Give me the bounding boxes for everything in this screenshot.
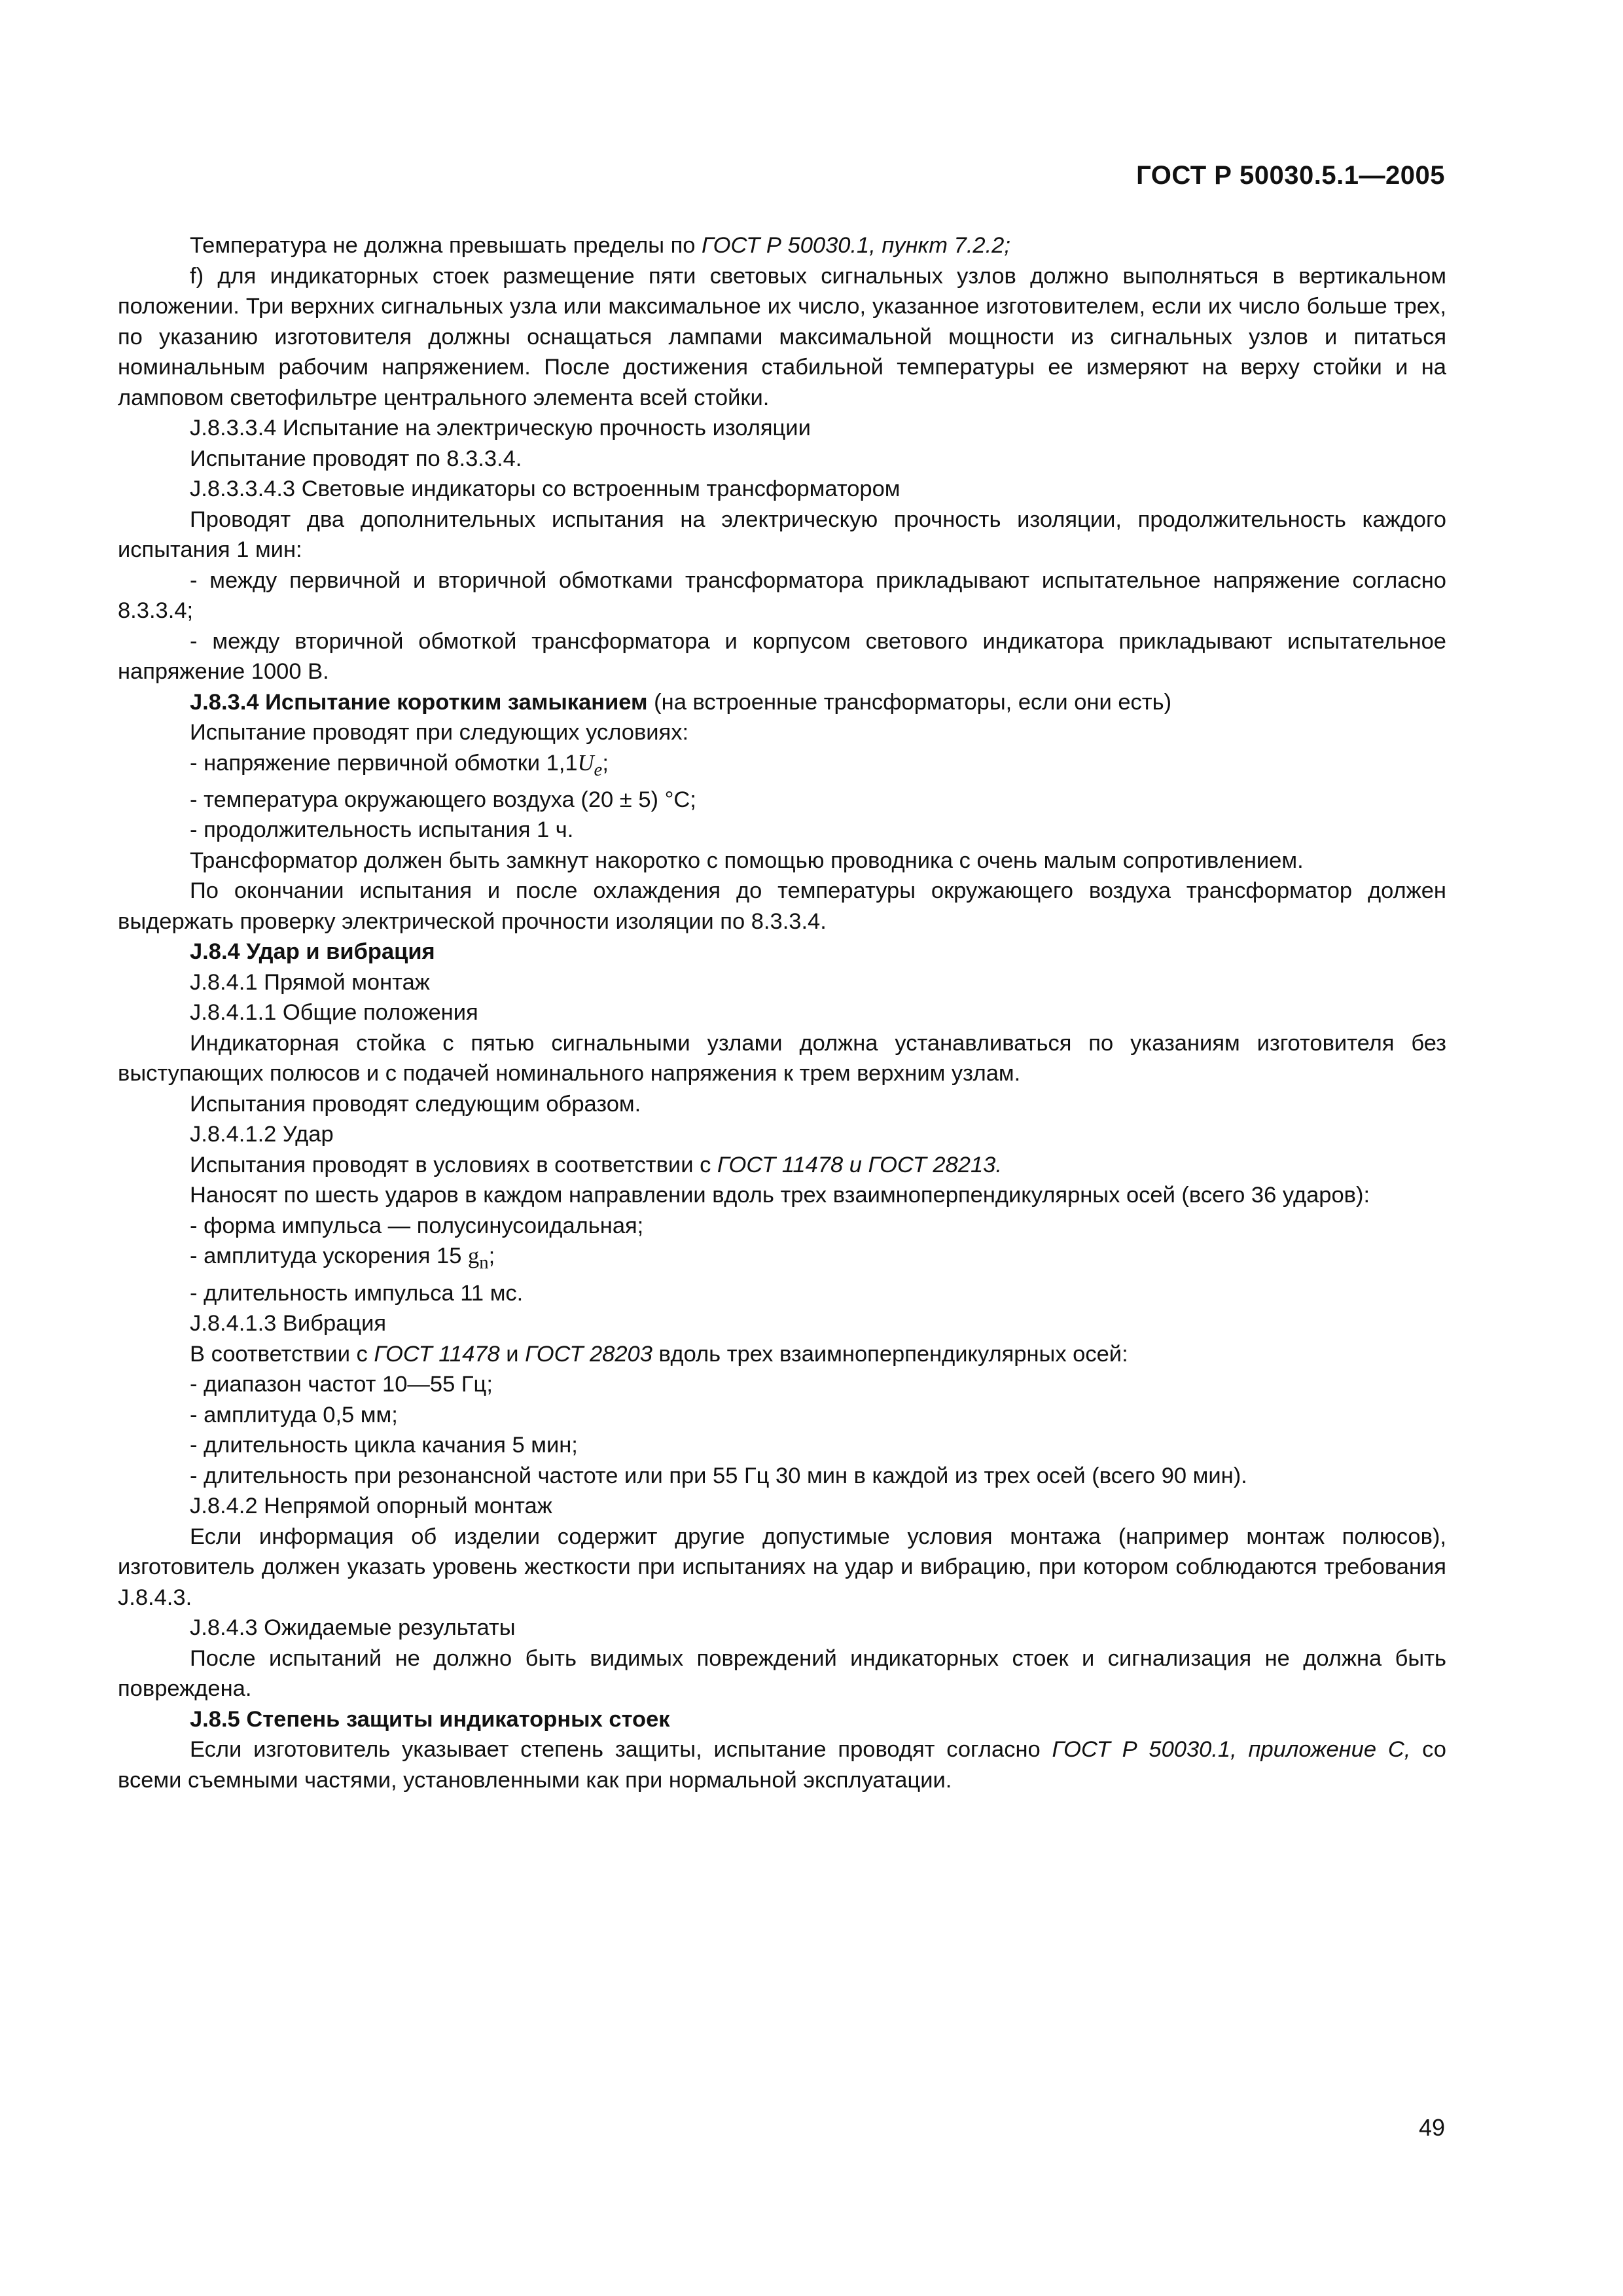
list-item: - температура окружающего воздуха (20 ± 5) °С;	[190, 787, 696, 812]
text: (на встроенные трансформаторы, если они есть)	[647, 689, 1172, 715]
subscript: e	[594, 759, 603, 780]
subscript: n	[479, 1252, 489, 1274]
paragraph	[118, 230, 1446, 261]
paragraph: После испытаний не должно быть видимых повреждений индикаторных стоек и сигнализация не должна быть повреждена.	[118, 1645, 1446, 1702]
list-item: - длительность при резонансной частоте или при 55 Гц 30 мин в каждой из трех осей (всего 90 мин).	[190, 1463, 1247, 1488]
section-heading: J.8.5 Степень защиты индикаторных стоек	[190, 1706, 670, 1732]
text: и	[499, 1341, 526, 1367]
section-heading: J.8.3.3.4.3 Световые индикаторы со встроенным трансформатором	[190, 476, 901, 501]
list-item	[118, 748, 1446, 785]
text: ;	[488, 1244, 495, 1269]
standard-reference: ГОСТ 11478 и ГОСТ 28213.	[717, 1152, 1002, 1177]
list-item: - амплитуда 0,5 мм;	[190, 1402, 398, 1427]
text: Температура не должна превышать пределы по	[190, 233, 702, 258]
text: со всеми съемными частями, установленными как при нормальной эксплуатации.	[118, 1737, 1446, 1793]
list-item: - длительность цикла качания 5 мин;	[190, 1433, 578, 1458]
text: - напряжение первичной обмотки 1,1	[190, 750, 578, 776]
paragraph	[118, 1734, 1446, 1795]
paragraph: По окончании испытания и после охлаждения до температуры окружающего воздуха трансформатор должен выдержать проверку электрической прочности изоляции по 8.3.3.4.	[118, 878, 1446, 934]
standard-reference: ГОСТ Р 50030.1, приложение С,	[1052, 1737, 1411, 1763]
section-heading	[118, 687, 1446, 718]
section-heading: J.8.4.1 Прямой монтаж	[190, 969, 430, 995]
list-item: - диапазон частот 10—55 Гц;	[190, 1372, 493, 1397]
text: Если изготовитель указывает степень защиты, испытание проводят согласно	[190, 1737, 1052, 1763]
list-item: - форма импульса — полусинусоидальная;	[190, 1213, 644, 1238]
section-heading: J.8.3.3.4 Испытание на электрическую прочность изоляции	[190, 416, 811, 440]
standard-reference: ГОСТ Р 50030.1, пункт 7.2.2;	[702, 233, 1010, 258]
page-number: 49	[1418, 2114, 1445, 2141]
list-item	[118, 1241, 1446, 1278]
document-body	[118, 230, 1446, 1795]
section-heading: J.8.4.2 Непрямой опорный монтаж	[190, 1494, 552, 1519]
text: Испытания проводят в условиях в соответствии с	[190, 1152, 717, 1177]
text: ;	[602, 750, 609, 776]
paragraph: Испытание проводят при следующих условиях:	[190, 720, 689, 745]
paragraph: Проводят два дополнительных испытания на электрическую прочность изоляции, продолжительность каждого испытания 1 мин:	[118, 507, 1446, 562]
paragraph	[118, 1339, 1446, 1370]
section-heading: J.8.4.1.3 Вибрация	[190, 1311, 387, 1336]
list-item: - продолжительность испытания 1 ч.	[190, 817, 574, 843]
section-heading: J.8.4 Удар и вибрация	[190, 939, 435, 965]
paragraph: f) для индикаторных стоек размещение пяти световых сигнальных узлов должно выполняться в вертикальном положении. Три верхних сигнальных узла или максимальное их число, указанное изготовителем, если их число больше трех, по указанию изготовителя должны оснащаться лампами максимальной мощности из сигнальных узлов и питаться номинальным рабочим напряжением. После достижения стабильной температуры ее измеряют на верху стойки и на ламповом светофильтре центрального элемента всей стойки.	[118, 263, 1446, 410]
paragraph	[118, 1150, 1446, 1181]
acceleration-symbol: g	[467, 1244, 480, 1269]
voltage-symbol: U	[577, 750, 594, 776]
standard-reference: ГОСТ 28203	[525, 1341, 652, 1367]
bold-heading: J.8.3.4 Испытание коротким замыканием	[190, 689, 648, 715]
section-heading: J.8.4.3 Ожидаемые результаты	[190, 1615, 516, 1641]
paragraph: Испытания проводят следующим образом.	[190, 1091, 641, 1117]
paragraph: Если информация об изделии содержит другие допустимые условия монтажа (например монтаж полюсов), изготовитель должен указать уровень жесткости при испытаниях на удар и вибрацию, при котором соблюдаются требования J.8.4.3.	[118, 1524, 1446, 1610]
standard-reference: ГОСТ 11478	[374, 1341, 500, 1367]
paragraph: Трансформатор должен быть замкнут накоротко с помощью проводника с очень малым сопротивлением.	[190, 848, 1304, 873]
text: вдоль трех взаимноперпендикулярных осей:	[652, 1341, 1128, 1367]
paragraph: Индикаторная стойка с пятью сигнальными узлами должна устанавливаться по указаниям изготовителя без выступающих полюсов и с подачей номинального напряжения к трем верхним узлам.	[118, 1030, 1446, 1086]
section-heading: J.8.4.1.2 Удар	[190, 1122, 334, 1147]
section-heading: J.8.4.1.1 Общие положения	[190, 1000, 478, 1026]
list-item: - длительность импульса 11 мс.	[190, 1280, 524, 1306]
list-item: - между первичной и вторичной обмотками трансформатора прикладывают испытательное напряжение согласно 8.3.3.4;	[118, 567, 1446, 623]
text: В соответствии с	[190, 1341, 374, 1367]
text: - амплитуда ускорения 15	[190, 1244, 468, 1269]
paragraph: Испытание проводят по 8.3.3.4.	[190, 446, 522, 471]
paragraph: Наносят по шесть ударов в каждом направлении вдоль трех взаимноперпендикулярных осей (всего 36 ударов):	[190, 1183, 1370, 1208]
list-item: - между вторичной обмоткой трансформатора и корпусом светового индикатора прикладывают испытательное напряжение 1000 В.	[118, 628, 1446, 684]
document-header: ГОСТ Р 50030.5.1—2005	[1136, 161, 1445, 190]
